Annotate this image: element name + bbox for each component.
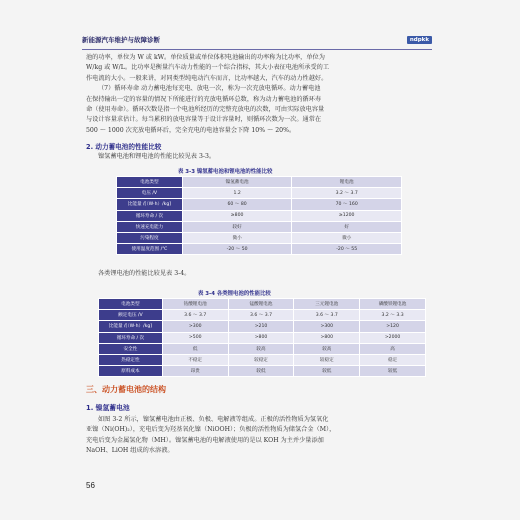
text-line: NaOH、LiOH 组成的水溶液。 (86, 447, 174, 455)
table-caption: 表 3-4 各类锂电池的性能比较 (198, 291, 271, 297)
table-header-row (99, 299, 426, 310)
row-header-cell: 使用温度范围 /℃ (117, 244, 183, 255)
text-line: 在保持输出一定的容量的情况下所能进行的充放电循环总数，称为动力蓄电池的循环寿 (86, 95, 322, 103)
table-cell: -20 ～ 55 (292, 244, 402, 255)
table-cell: >120 (360, 321, 426, 332)
table-cell: 低 (162, 343, 228, 354)
row-header-cell: 安全性 (99, 343, 163, 354)
table-cell: 三元锂电池 (294, 299, 360, 310)
table-row (117, 210, 402, 221)
table-cell: 磷酸铁锂电池 (360, 299, 426, 310)
text-line: （7）循环寿命 动力蓄电池每充电、放电一次，称为一次充放电循环。动力蓄电池 (98, 85, 321, 93)
table-cell: >800 (294, 332, 360, 343)
table-cell: 较稳定 (294, 354, 360, 365)
table-cell: >210 (228, 321, 294, 332)
table-cell: 较低 (360, 366, 426, 377)
text-line: 池的功率，单位为 W 或 kW。单位质量或单位体积电池输出的功率称为比功率，单位为 (86, 54, 325, 61)
table-cell: >800 (228, 332, 294, 343)
table-row (117, 244, 402, 255)
section-heading: 2. 动力蓄电池的性能比较 (86, 143, 162, 151)
section3-text (86, 415, 428, 457)
table-row (99, 354, 426, 365)
table2-intro (86, 269, 428, 279)
table-cell: 较稳定 (228, 354, 294, 365)
row-header-cell: 电池类型 (99, 299, 163, 310)
row-header-cell: 热稳定性 (99, 354, 163, 365)
table-cell: 锂电池 (292, 177, 402, 188)
table-row (117, 221, 402, 232)
intro-text (86, 53, 428, 136)
table-cell: 钴酸锂电池 (162, 299, 228, 310)
table-cell: 3.6 ～ 3.7 (162, 310, 228, 321)
table-cell: -20 ～ 50 (182, 244, 292, 255)
row-header-cell: 电压 /V (117, 188, 183, 199)
table-cell: 1.2 (182, 188, 292, 199)
table-cell: 镍氢蓄电池 (182, 177, 292, 188)
table-row (99, 366, 426, 377)
row-header-cell: 额定电压 /V (99, 310, 163, 321)
table-cell: 较好 (182, 221, 292, 232)
text-line: 镍氢蓄电池和锂电池的性能比较见表 3-3。 (98, 153, 216, 160)
text-line: 各类锂电池的性能比较见表 3-4。 (98, 270, 191, 277)
lithium-comparison-table (98, 298, 426, 377)
table-cell: 昂贵 (162, 366, 228, 377)
text-line: 500 ～ 1000 次充放电循环后，完全充电的电池容量会下降 10% ～ 20%。 (86, 126, 296, 134)
row-header-cell: 电池类型 (117, 177, 183, 188)
table-cell: ≥1200 (292, 210, 402, 221)
table-header-row (117, 177, 402, 188)
row-header-cell: 循环寿命 / 次 (117, 210, 183, 221)
section-heading: 三、动力蓄电池的结构 (86, 385, 166, 394)
table-cell: 3.2 ～ 3.3 (360, 310, 426, 321)
table-cell: 不稳定 (162, 354, 228, 365)
text-line: 命（使用寿命）。循环次数是指一个电池所经历的完整充放电的次数，可由实际放电容量 (86, 106, 325, 114)
table-cell: >300 (294, 321, 360, 332)
table-cell: 微小 (292, 232, 402, 243)
text-line: W/kg 或 W/L。比功率是衡量汽车动力性能的一个综合指标，其大小表征电池所承受的工 (86, 64, 330, 72)
row-header-cell: 原料成本 (99, 366, 163, 377)
table-cell: 较低 (294, 366, 360, 377)
table-cell: 3.2 ～ 3.7 (292, 188, 402, 199)
text-line: 作电流的大小。一般来讲，对同类型纯电动汽车而言，比功率越大，汽车的动力性越好。 (86, 74, 328, 82)
table-cell: 3.6 ～ 3.7 (228, 310, 294, 321)
table-row (117, 188, 402, 199)
table-cell: >300 (162, 321, 228, 332)
row-header-cell: 比能量 /[（W·h）/kg] (117, 199, 183, 210)
table-row (117, 232, 402, 243)
table-cell: ≥800 (182, 210, 292, 221)
table-caption: 表 3-3 镍氢蓄电池和锂电池的性能比较 (178, 169, 273, 175)
page-number: 56 (86, 481, 95, 490)
table-cell: 70 ～ 160 (292, 199, 402, 210)
row-header-cell: 污染程度 (117, 232, 183, 243)
table-row (99, 310, 426, 321)
table-cell: 60 ～ 80 (182, 199, 292, 210)
running-header (82, 33, 432, 50)
text-line: 如图 3-2 所示，镍氢蓄电池由正极、负极、电解液等组成。正极的活性物质为氢氧化 (98, 416, 329, 423)
row-header-cell: 循环寿命 / 次 (99, 332, 163, 343)
row-header-cell: 快速充电能力 (117, 221, 183, 232)
battery-comparison-table (116, 176, 402, 255)
table-row (117, 199, 402, 210)
row-header-cell: 比能量 /[（W·h）/kg] (99, 321, 163, 332)
publisher-logo: ndpkk (407, 36, 432, 44)
table-cell: 较高 (228, 343, 294, 354)
table-cell: 微小 (182, 232, 292, 243)
table-cell: 好 (292, 221, 402, 232)
table-cell: 稳定 (360, 354, 426, 365)
table-cell: >500 (162, 332, 228, 343)
table-cell: 较高 (294, 343, 360, 354)
header-title: 新能源汽车维护与故障诊断 (82, 36, 160, 44)
table-cell: >2000 (360, 332, 426, 343)
subsection-heading: 1. 镍氢蓄电池 (86, 404, 130, 412)
table-row (99, 332, 426, 343)
text-line: 充电后变为金属氢化物（MH）。镍氢蓄电池的电解液使用的是以 KOH 为主并少量添加 (86, 436, 324, 444)
table-cell: 3.6 ～ 3.7 (294, 310, 360, 321)
table-row (99, 343, 426, 354)
section-intro (86, 152, 428, 162)
table-cell: 锰酸锂电池 (228, 299, 294, 310)
table-row (99, 321, 426, 332)
table-cell: 高 (360, 343, 426, 354)
text-line: 亚镍（Ni(OH)₂），充电后变为羟基氧化镍（NiOOH）；负极的活性物质为储氢合金（M）， (86, 426, 336, 434)
table-cell: 较低 (228, 366, 294, 377)
text-line: 与设计容量求估计。每当累积的放电容量等于设计容量时，则循环次数为一次。通常在 (86, 116, 322, 124)
